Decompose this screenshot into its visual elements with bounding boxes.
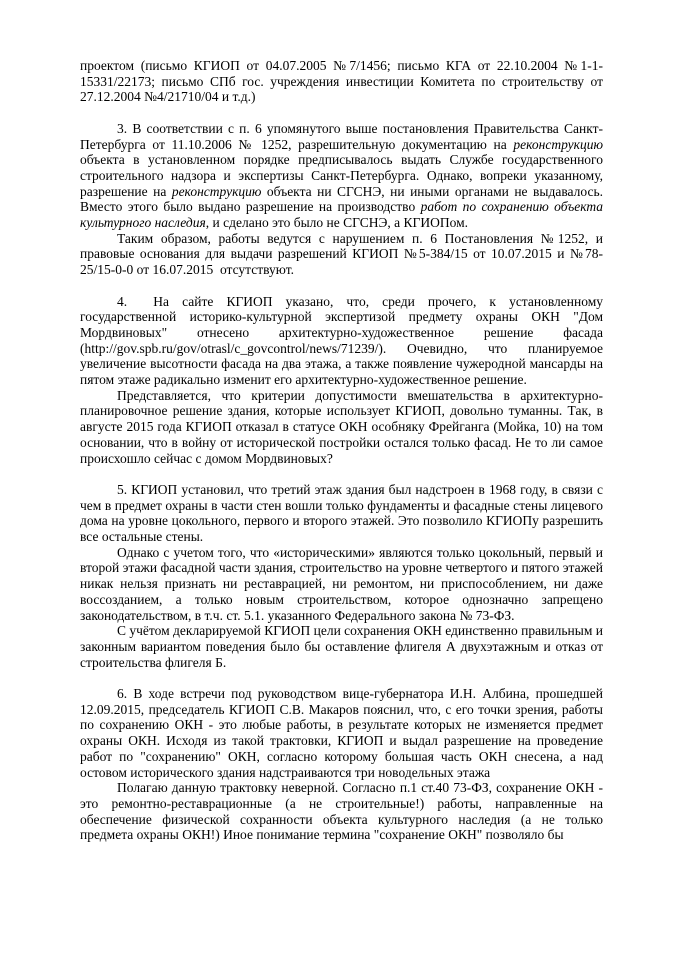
paragraph [80,686,603,780]
text-run: 4. На сайте КГИОП указано, что, среди прочего, к установленному государственной историко-культурной экспертизой предмету охраны ОКН "Дом Мордвиновых" отнесено архитектурно-художественное решение фасада (http://gov.spb.ru/gov/otrasl/c_govcontrol/news/71239/). Очевидно, что планируемое увеличение высотности фасада на два этажа, а также появление чужеродной мансарды на пятом этаже радикально изменит его архитектурно-художественное решение. [80,293,603,388]
text-run: Таким образом, работы ведутся с нарушением п. 6 Постановления №1252, и правовые основания для выдачи разрешений КГИОП №5-384/15 от 10.07.2015 и №78-25/15-0-0 от 16.07.2015 отсутствуют. [80,230,603,278]
italic-text-run: реконструкцию [171,183,262,199]
text-run: объекта в установленном порядке предписывалось выдать Службе государственного строительного надзора и экспертизы Санкт-Петербурга. Однако, вопреки указанному, разрешение на [80,152,603,199]
paragraph [80,623,603,670]
paragraph [80,545,603,624]
italic-text-run: работ по сохранению объекта культурного наследия [80,199,604,231]
text-run: С учётом декларируемой КГИОП цели сохранения ОКН единственно правильным и законным вариантом поведения было бы оставление флигеля А двухэтажным и отказ от строительства флигеля Б. [80,623,603,670]
paragraph [80,482,603,545]
text-run: Представляется, что критерии допустимости вмешательства в архитектурно-планировочное решение здания, которые использует КГИОП, довольно туманны. Так, в августе 2015 года КГИОП отказал в статусе ОКН особняку Фрейганга (Мойка, 10) на том основании, что в войну от исторической постройки остался только фасад. Не то ли самое происхошло сейчас с домом Мордвиновых? [80,387,603,466]
italic-text-run: реконструкцию [513,136,603,152]
text-run: Однако с учетом того, что «историческими» являются только цокольный, первый и второй этажи фасадной части здания, строительство на уровне четвертого и пятого этажей никак нельзя признать ни реставрацией, ни ремонтом, ни приспособлением, ни даже воссозданием, а только новым строительством, которое однозначно запрещено законодательством, в т.ч. ст. 5.1. указанного Федерального закона № 73-ФЗ. [80,544,603,623]
text-run: объекта ни СГСНЭ, ни иными органами не выдавалось. Вместо этого было выдано разрешение на производство [80,183,603,215]
text-run: Полагаю данную трактовку неверной. Согласно п.1 ст.40 73-ФЗ, сохранение ОКН - это ремонтно-реставрационные (а не строительные!) работы, направленные на обеспечение физической сохранности объекта культурного наследия (а не только предмета охраны ОКН!) Иное понимание термина "сохранение ОКН" позволяло бы [80,780,603,843]
document-body [80,58,603,843]
paragraph [80,231,603,278]
paragraph [80,780,603,843]
text-run: 6. В ходе встречи под руководством вице-губернатора И.Н. Албина, прошедшей 12.09.2015, председатель КГИОП С.В. Макаров пояснил, что, с его точки зрения, работы по сохранению ОКН - это любые работы, в результате которых не изменяется предмет охраны ОКН. Исходя из такой трактовки, КГИОП и выдал разрешение на проведение работ по "сохранению" ОКН, согласно которому большая часть ОКН снесена, а над остовом исторического здания надстраиваются три новодельных этажа [80,686,603,780]
paragraph [80,121,603,231]
text-run: 5. КГИОП установил, что третий этаж здания был надстроен в 1968 году, в связи с чем в предмет охраны в части стен вошли только фундаменты и фасадные стены лицевого дома на уровне цокольного, первого и второго этажей. Это позволило КГИОПу разрешить все остальные стены. [80,481,603,545]
text-run: , и сделано это было не СГСНЭ, а КГИОПом. [205,215,468,231]
text-run: проектом (письмо КГИОП от 04.07.2005 №7/1456; письмо КГА от 22.10.2004 №1-1-15331/22173; письмо СПб гос. учреждения инвестиции Комитета по строительству от 27.12.2004 №4/21710/04 и т.д.) [80,58,603,105]
paragraph [80,58,603,105]
text-run: 3. В соответствии с п. 6 упомянутого выше постановления Правительства Санкт-Петербурга от 11.10.2006 № 1252, разрешительную документацию на [80,120,603,152]
paragraph [80,294,603,388]
paragraph [80,388,603,467]
